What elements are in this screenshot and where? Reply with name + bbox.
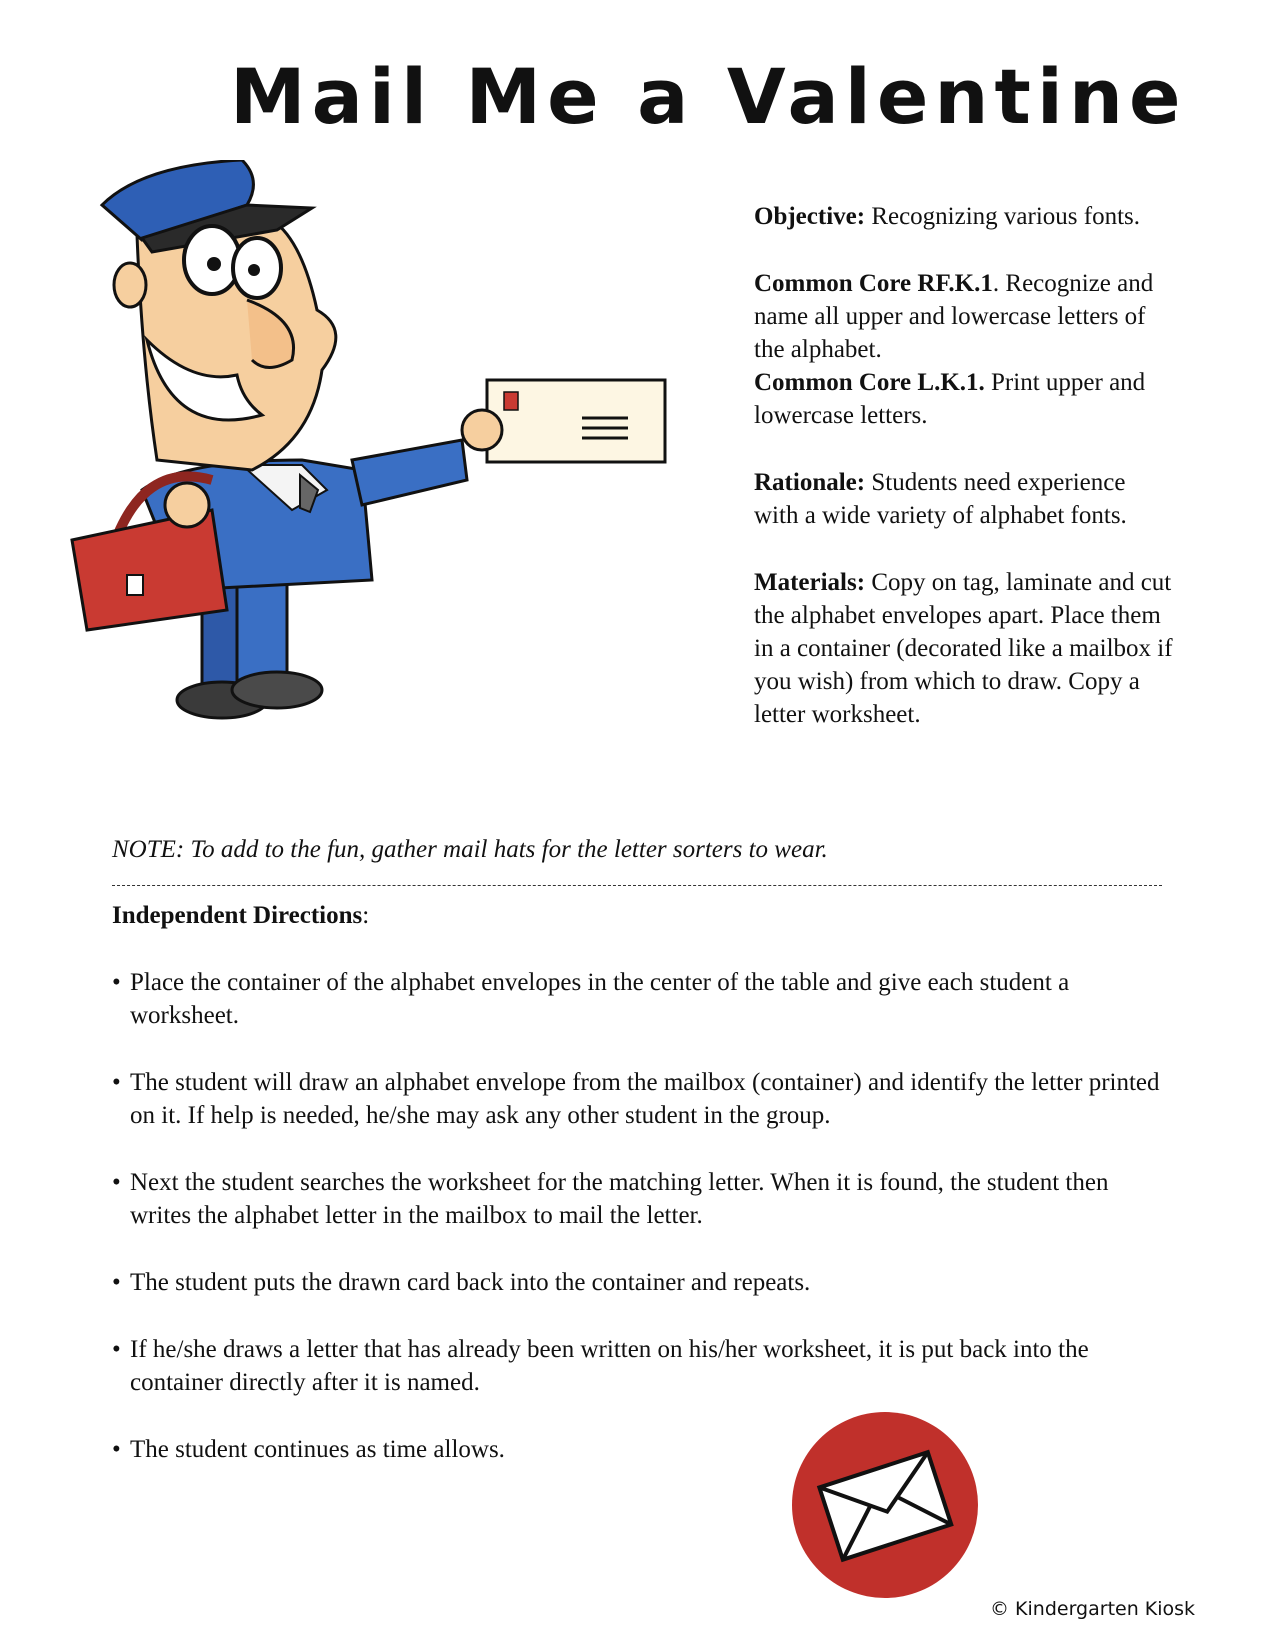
mail-carrier-illustration xyxy=(62,160,702,740)
directions-list xyxy=(112,966,1172,1466)
list-item: • Next the student searches the worksheet for the matching letter. When it is found, the student then writes the alphabet letter in the mailbox to mail the letter. xyxy=(112,1169,1109,1229)
standard-l-k1: Common Core L.K.1. Print upper and lowercase letters. xyxy=(754,369,1146,429)
page-title: Mail Me a Valentine xyxy=(230,52,1187,141)
list-item: • The student will draw an alphabet envelope from the mailbox (container) and identify the letter printed on it. If help is needed, he/she may ask any other student in the group. xyxy=(112,1069,1160,1129)
list-item: • Place the container of the alphabet envelopes in the center of the table and give each student a worksheet. xyxy=(112,969,1070,1029)
objective: Objective: Recognizing various fonts. xyxy=(754,203,1141,230)
list-item: • The student puts the drawn card back into the container and repeats. xyxy=(112,1269,811,1296)
rationale: Rationale: Students need experience with a wide variety of alphabet fonts. xyxy=(754,469,1127,529)
materials: Materials: Copy on tag, laminate and cut the alphabet envelopes apart. Place them in a container (decorated like a mailbox if you wish) from which to draw. Copy a letter worksheet. xyxy=(754,569,1173,728)
standard-rf-k1: Common Core RF.K.1. Recognize and name all upper and lowercase letters of the alphabet. xyxy=(754,270,1154,363)
dashed-divider xyxy=(112,885,1162,886)
envelope-icon xyxy=(790,1410,980,1600)
list-item: • The student continues as time allows. xyxy=(112,1436,505,1463)
directions-heading: Independent Directions: xyxy=(112,902,370,929)
list-item: • If he/she draws a letter that has already been written on his/her worksheet, it is put back into the container directly after it is named. xyxy=(112,1336,1089,1396)
lesson-info xyxy=(754,200,1174,731)
note: NOTE: To add to the fun, gather mail hats for the letter sorters to wear. xyxy=(112,836,828,863)
copyright-credit: © Kindergarten Kiosk xyxy=(990,1598,1196,1620)
